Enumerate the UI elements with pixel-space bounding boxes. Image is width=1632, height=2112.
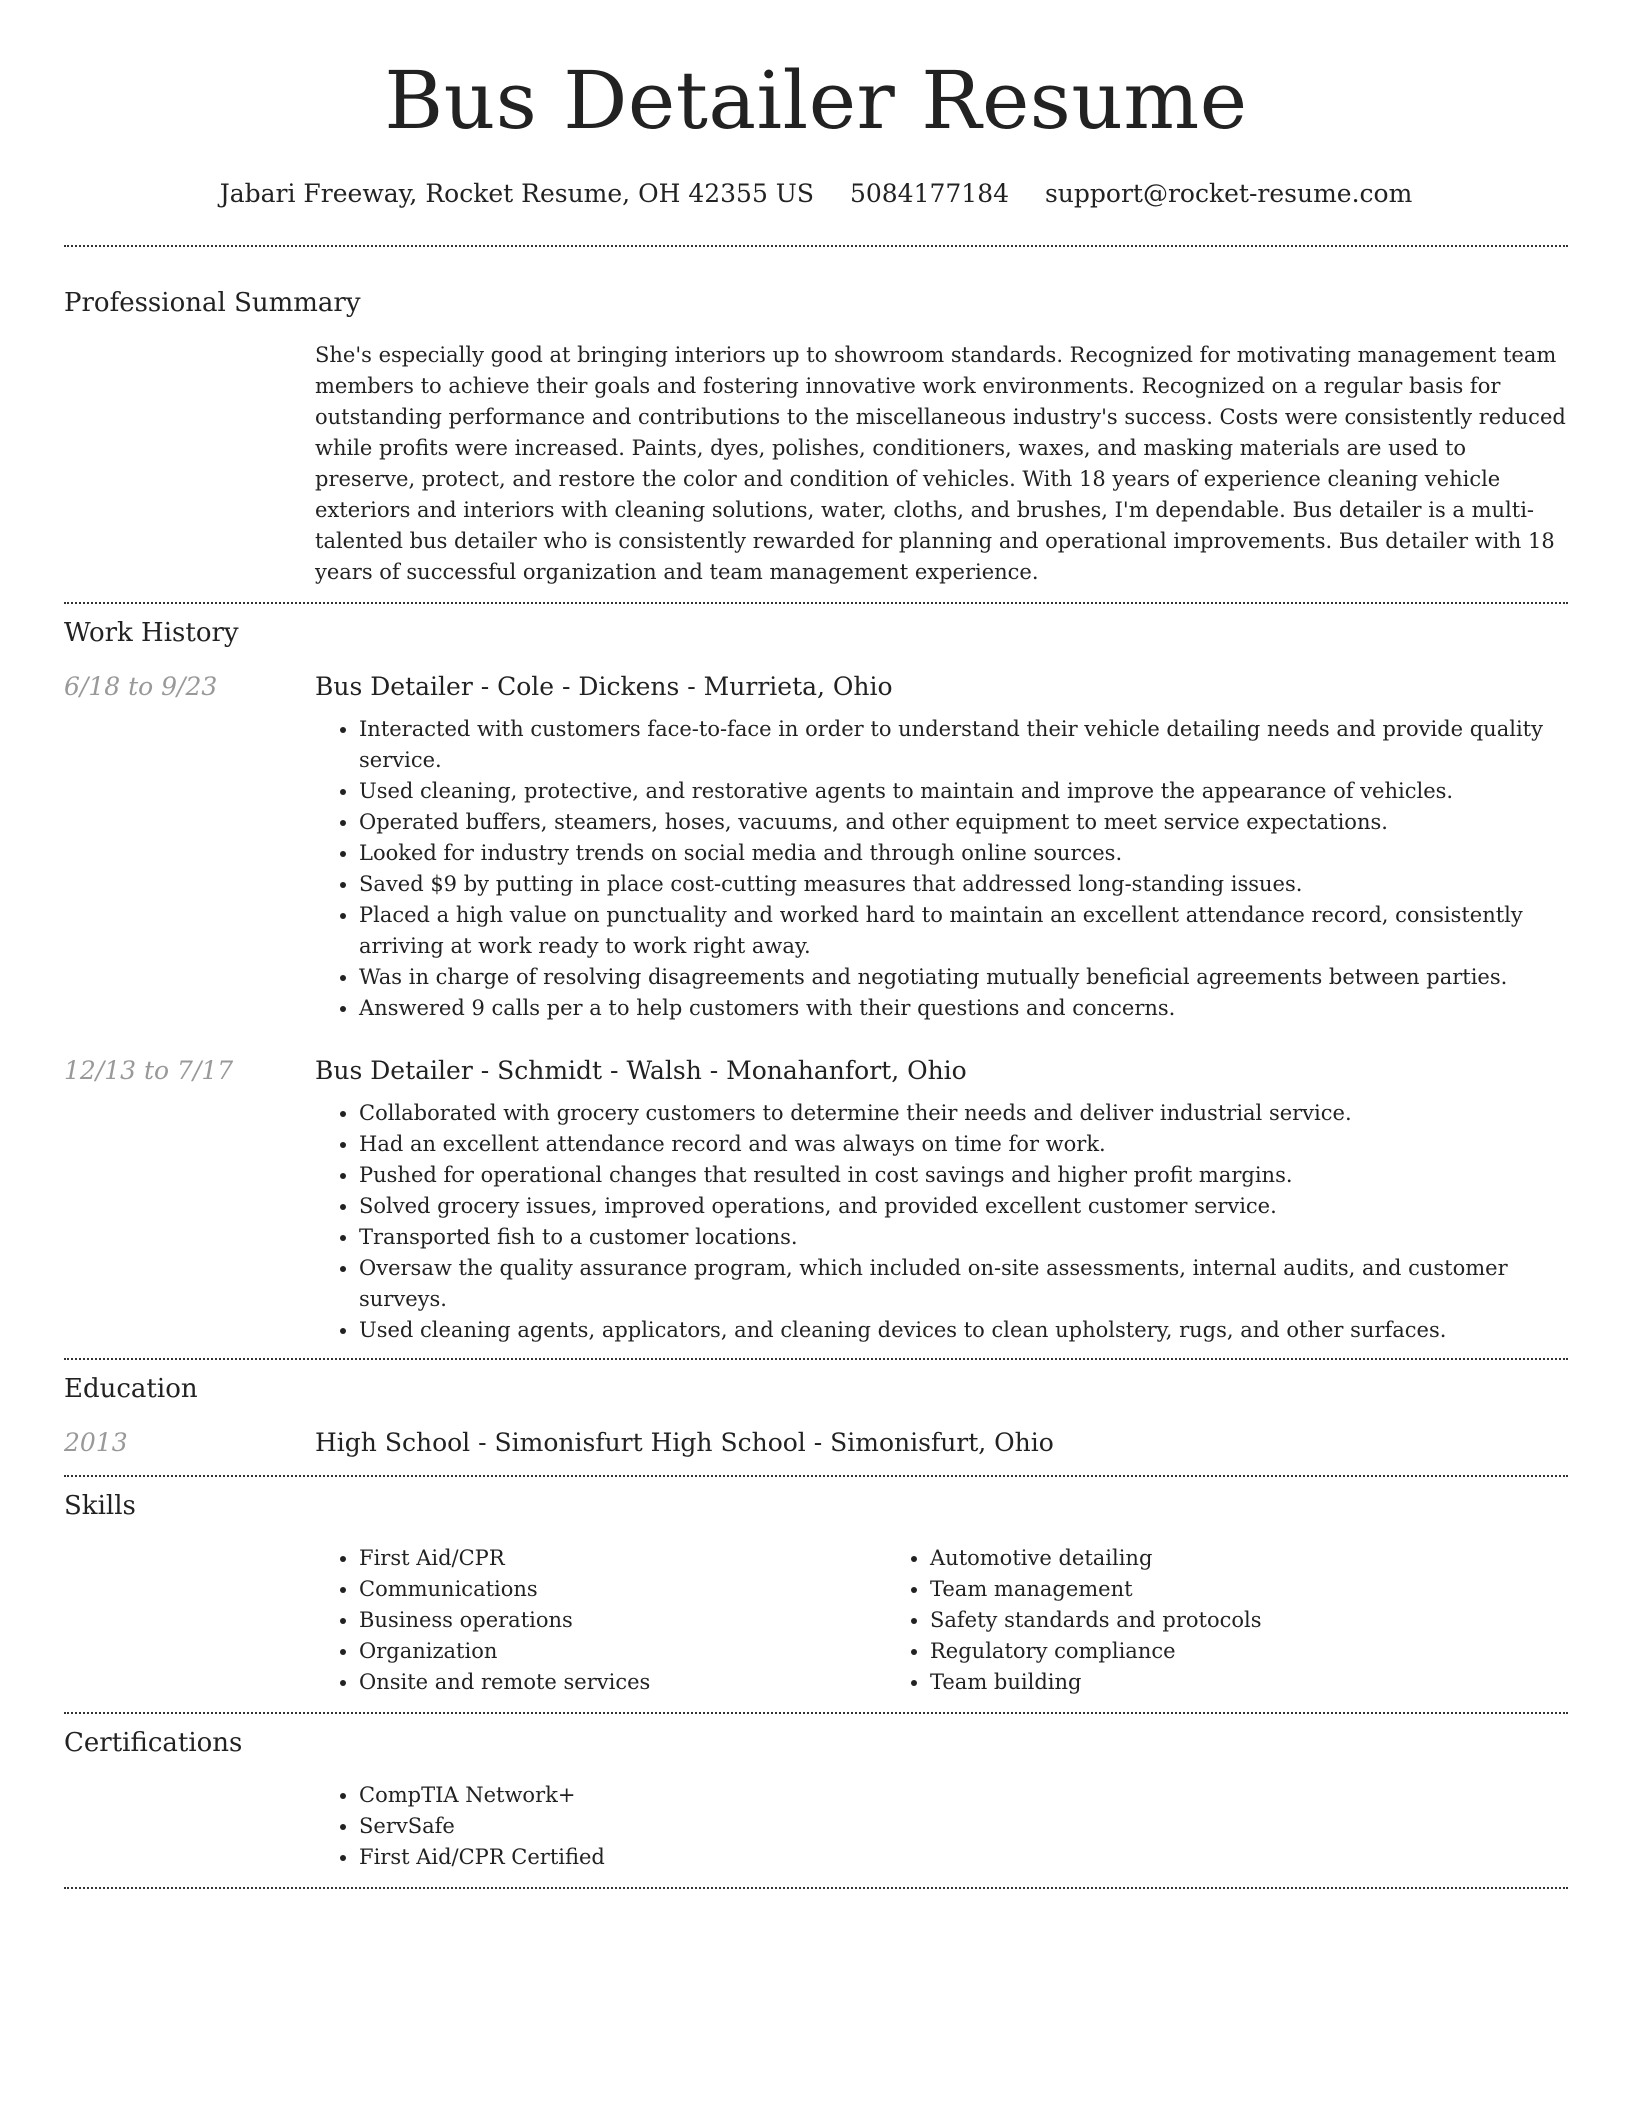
work-history-heading: Work History — [64, 618, 239, 648]
job-entry — [64, 672, 1568, 1024]
job-entry — [64, 1056, 1568, 1346]
certifications-list — [315, 1780, 1568, 1873]
list-item: • Pushed for operational changes that resulted in cost savings and higher profit margins. — [359, 1160, 1568, 1191]
list-item: • Safety standards and protocols — [930, 1605, 1457, 1636]
contact-line — [64, 178, 1568, 210]
job-dates: 6/18 to 9/23 — [64, 672, 218, 701]
contact-address: Jabari Freeway, Rocket Resume, OH 42355 US — [219, 179, 814, 208]
skills-heading: Skills — [64, 1491, 136, 1521]
contact-phone[interactable]: 5084177184 — [849, 179, 1010, 208]
list-item: • First Aid/CPR Certified — [359, 1842, 1568, 1873]
list-item: • Organization — [359, 1636, 886, 1667]
list-item: • Looked for industry trends on social media and through online sources. — [359, 838, 1568, 869]
list-item: • Business operations — [359, 1605, 886, 1636]
resume-title: Bus Detailer Resume — [384, 54, 1248, 147]
education-year: 2013 — [64, 1428, 128, 1457]
summary-text: She's especially good at bringing interiors up to showroom standards. Recognized for motivating management team members to achieve their goals and fostering innovative work environments. Recognized on a regular basis for outstanding performance and contributions to the miscellaneous industry's success. Costs were consistently reduced while profits were increased. Paints, dyes, polishes, conditioners, waxes, and masking materials are used to preserve, protect, and restore the color and condition of vehicles. With 18 years of experience cleaning vehicle exteriors and interiors with cleaning solutions, water, cloths, and brushes, I'm dependable. Bus detailer is a multi-talented bus detailer who is consistently rewarded for planning and operational improvements. Bus detailer with 18 years of successful organization and team management experience. — [315, 343, 1566, 584]
list-item: • Solved grocery issues, improved operations, and provided excellent customer service. — [359, 1191, 1568, 1222]
education-entry — [64, 1428, 1568, 1457]
work-history-section — [64, 604, 1568, 1358]
job-dates: 12/13 to 7/17 — [64, 1056, 234, 1085]
job-bullets — [315, 714, 1568, 1024]
list-item: • Team building — [930, 1667, 1457, 1698]
education-section — [64, 1360, 1568, 1475]
list-item: • Onsite and remote services — [359, 1667, 886, 1698]
list-item: • Communications — [359, 1574, 886, 1605]
education-title: High School - Simonisfurt High School - Simonisfurt, Ohio — [315, 1428, 1054, 1457]
job-title: Bus Detailer - Schmidt - Walsh - Monahanfort, Ohio — [315, 1056, 967, 1085]
list-item: • Regulatory compliance — [930, 1636, 1457, 1667]
list-item: • CompTIA Network+ — [359, 1780, 1568, 1811]
list-item: • Used cleaning agents, applicators, and cleaning devices to clean upholstery, rugs, and other surfaces. — [359, 1315, 1568, 1346]
list-item: • ServSafe — [359, 1811, 1568, 1842]
list-item: • Saved $9 by putting in place cost-cutting measures that addressed long-standing issues. — [359, 869, 1568, 900]
certifications-heading: Certifications — [64, 1728, 243, 1758]
skills-list-right — [886, 1543, 1457, 1698]
contact-email[interactable]: support@rocket-resume.com — [1044, 179, 1413, 208]
summary-heading: Professional Summary — [64, 288, 361, 318]
list-item: • Was in charge of resolving disagreements and negotiating mutually beneficial agreements between parties. — [359, 962, 1568, 993]
list-item: • Had an excellent attendance record and was always on time for work. — [359, 1129, 1568, 1160]
skills-section — [64, 1477, 1568, 1712]
list-item: • First Aid/CPR — [359, 1543, 886, 1574]
certifications-section — [64, 1714, 1568, 1887]
education-heading: Education — [64, 1374, 198, 1404]
list-item: • Oversaw the quality assurance program, which included on-site assessments, internal audits, and customer surveys. — [359, 1253, 1568, 1315]
summary-section — [64, 247, 1568, 602]
job-title: Bus Detailer - Cole - Dickens - Murrieta, Ohio — [315, 672, 893, 701]
skills-list-left — [315, 1543, 886, 1698]
job-bullets — [315, 1098, 1568, 1346]
list-item: • Operated buffers, steamers, hoses, vacuums, and other equipment to meet service expectations. — [359, 807, 1568, 838]
list-item: • Automotive detailing — [930, 1543, 1457, 1574]
divider — [64, 1887, 1568, 1889]
list-item: • Interacted with customers face-to-face in order to understand their vehicle detailing needs and provide quality service. — [359, 714, 1568, 776]
list-item: • Placed a high value on punctuality and worked hard to maintain an excellent attendance record, consistently arriving at work ready to work right away. — [359, 900, 1568, 962]
list-item: • Transported fish to a customer locations. — [359, 1222, 1568, 1253]
list-item: • Used cleaning, protective, and restorative agents to maintain and improve the appearance of vehicles. — [359, 776, 1568, 807]
list-item: • Team management — [930, 1574, 1457, 1605]
list-item: • Collaborated with grocery customers to determine their needs and deliver industrial service. — [359, 1098, 1568, 1129]
list-item: • Answered 9 calls per a to help customers with their questions and concerns. — [359, 993, 1568, 1024]
